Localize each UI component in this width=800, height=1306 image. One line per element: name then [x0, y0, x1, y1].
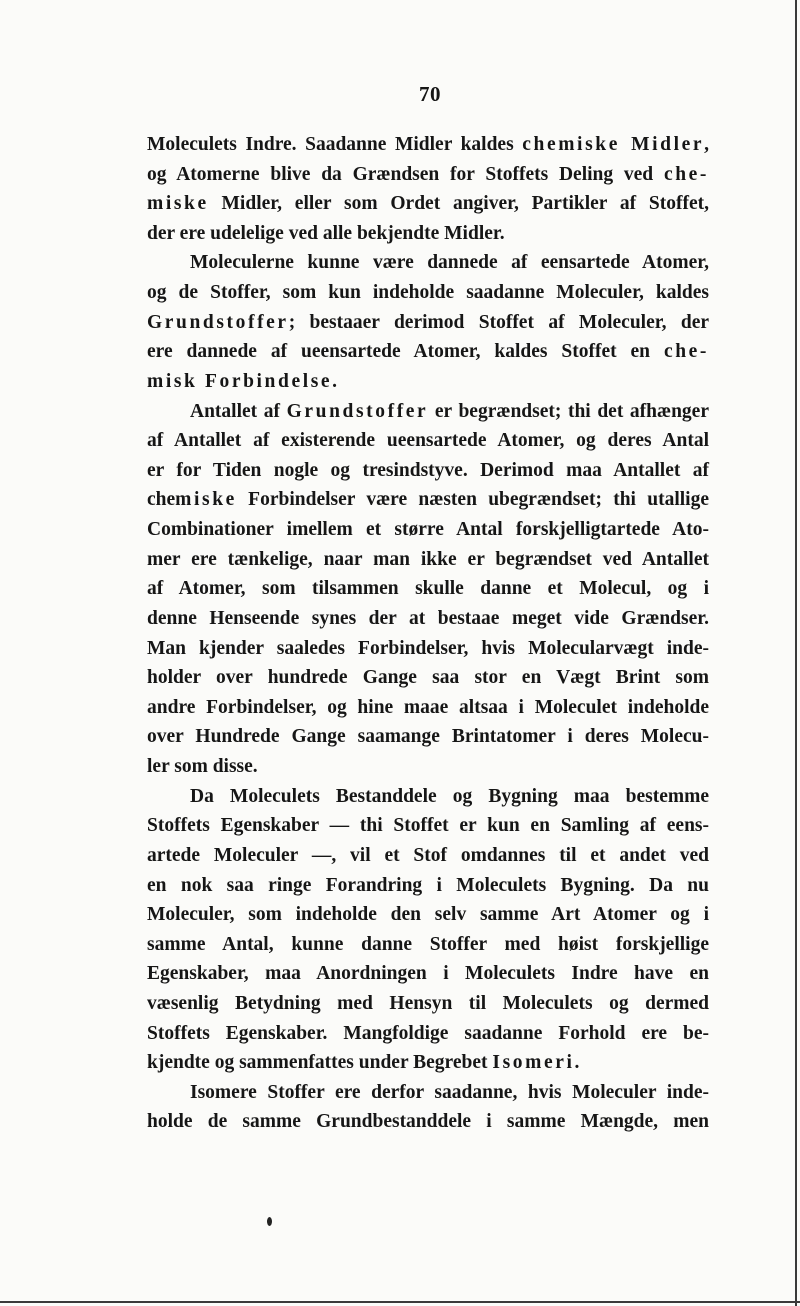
text-line: Stoffets Egenskaber — thi Stoffet er kun en Samling af eens-: [147, 815, 709, 837]
text-line: holder over hundrede Gange saa stor en Vægt Brint som: [147, 667, 709, 689]
text-line: Da Moleculets Bestanddele og Bygning maa bestemme: [190, 785, 709, 807]
text-line: er for Tiden nogle og tresindstyve. Derimod maa Antallet af: [147, 459, 709, 481]
spaced-term: chemiske Midler: [522, 134, 705, 155]
text-line: denne Henseende synes der at bestaae meget vide Grændser.: [147, 607, 709, 629]
text-line: chemiske Forbindelser være næsten ubegrændset; thi utallige: [147, 489, 709, 511]
text-line: Grundstoffer; bestaaer derimod Stoffet af Moleculer, der: [147, 311, 709, 333]
text-line: Moleculets Indre. Saadanne Midler kaldes chemiske Midler,: [147, 134, 709, 155]
text-line: Isomere Stoffer ere derfor saadanne, hvis Moleculer inde-: [190, 1081, 709, 1103]
text-line: af Antallet af existerende ueensartede Atomer, og deres Antal: [147, 430, 709, 452]
spaced-term: misk Forbindelse: [147, 370, 333, 392]
text-line: Combinationer imellem et større Antal forskjelligtartede Ato-: [147, 519, 709, 541]
text-line: samme Antal, kunne danne Stoffer med høist forskjellige: [147, 933, 709, 955]
text-line: holde de samme Grundbestanddele i samme Mængde, men: [147, 1111, 709, 1133]
text-line: Egenskaber, maa Anordningen i Moleculets Indre have en: [147, 963, 709, 985]
spaced-term: miske: [175, 489, 237, 511]
spaced-term: che-: [663, 341, 709, 363]
spaced-term: Isomeri: [492, 1052, 575, 1074]
text-line: Stoffets Egenskaber. Mangfoldige saadanne Forhold ere be-: [147, 1022, 709, 1044]
text-line: der ere udelelige ved alle bekjendte Midler.: [147, 222, 505, 244]
text-line: og de Stoffer, som kun indeholde saadanne Moleculer, kaldes: [147, 282, 709, 304]
text-line: ere dannede af ueensartede Atomer, kaldes Stoffet en che-: [147, 341, 709, 363]
text-line: og Atomerne blive da Grændsen for Stoffets Deling ved che-: [147, 163, 709, 185]
ink-dot: [267, 1217, 272, 1226]
text-line: af Atomer, som tilsammen skulle danne et Molecul, og i: [147, 578, 709, 600]
text-line: misk Forbindelse.: [147, 370, 338, 392]
text-line: kjendte og sammenfattes under Begrebet Isomeri.: [147, 1052, 580, 1074]
spaced-term: miske: [147, 193, 209, 215]
text-line: Moleculer, som indeholde den selv samme Art Atomer og i: [147, 904, 709, 926]
text-line: væsenlig Betydning med Hensyn til Moleculets og dermed: [147, 992, 709, 1014]
text-line: artede Moleculer —, vil et Stof omdannes til et andet ved: [147, 844, 709, 866]
text-line: miske Midler, eller som Ordet angiver, Partikler af Stoffet,: [147, 193, 709, 215]
text-line: andre Forbindelser, og hine maae altsaa i Moleculet indeholde: [147, 696, 709, 718]
page-edge-right: [795, 0, 797, 1306]
page-number: 70: [419, 82, 441, 106]
spaced-term: Grundstoffer: [286, 400, 429, 422]
page-edge-bottom: [0, 1301, 800, 1303]
text-line: ler som disse.: [147, 756, 258, 778]
text-line: mer ere tænkelige, naar man ikke er begrændset ved Antallet: [147, 548, 709, 570]
text-line: Antallet af Grundstoffer er begrændset; thi det afhænger: [190, 400, 709, 422]
text-line: en nok saa ringe Forandring i Moleculets Bygning. Da nu: [147, 874, 709, 896]
spaced-term: che-: [663, 163, 709, 185]
spaced-term: Grundstoffer: [147, 311, 289, 333]
text-line: Man kjender saaledes Forbindelser, hvis Molecularvægt inde-: [147, 637, 709, 659]
text-line: over Hundrede Gange saamange Brintatomer i deres Molecu-: [147, 726, 709, 748]
text-line: Moleculerne kunne være dannede af eensartede Atomer,: [190, 252, 709, 274]
